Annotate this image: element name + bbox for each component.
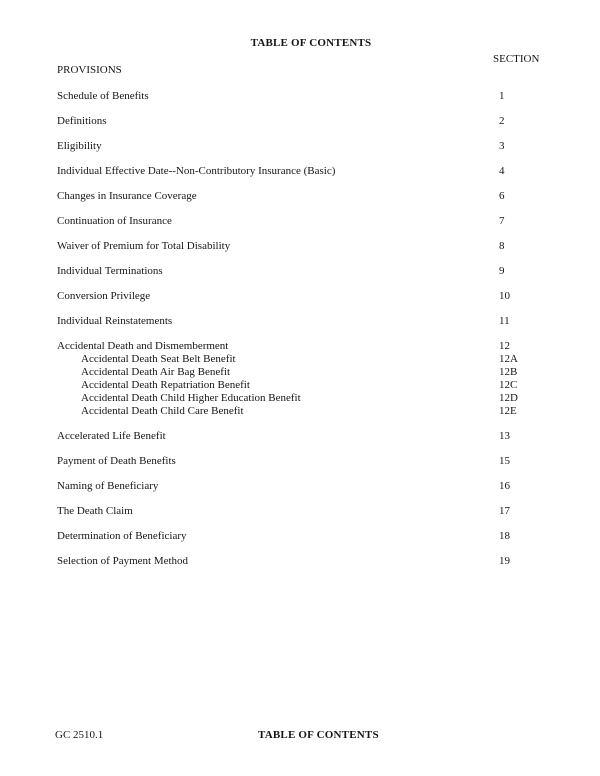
toc-row <box>57 215 600 228</box>
toc-entry-section: 2 <box>499 115 505 127</box>
toc-entry-section: 9 <box>499 265 505 277</box>
toc-list <box>57 90 600 568</box>
toc-entry-label: Accidental Death Child Higher Education Benefit <box>81 392 301 404</box>
provisions-column-header: PROVISIONS <box>57 64 122 76</box>
toc-row <box>57 505 600 518</box>
footer-title: TABLE OF CONTENTS <box>258 729 379 741</box>
toc-row <box>57 140 600 153</box>
page-footer <box>0 729 600 743</box>
toc-entry-label: Eligibility <box>57 140 102 152</box>
toc-entry-section: 12C <box>499 379 518 391</box>
toc-entry-label: Payment of Death Benefits <box>57 455 176 467</box>
toc-entry-label: Accidental Death Child Care Benefit <box>81 405 244 417</box>
toc-entry-section: 12B <box>499 366 518 378</box>
toc-row <box>57 480 600 493</box>
toc-entry-section: 6 <box>499 190 505 202</box>
toc-row <box>57 555 600 568</box>
form-number: GC 2510.1 <box>55 729 104 741</box>
toc-entry-section: 3 <box>499 140 505 152</box>
toc-entry-label: Individual Terminations <box>57 265 163 277</box>
toc-entry-label: Accidental Death Seat Belt Benefit <box>81 353 236 365</box>
toc-entry-label: Individual Effective Date--Non-Contributory Insurance (Basic) <box>57 165 336 177</box>
toc-entry-section: 19 <box>499 555 510 567</box>
toc-entry-label: Selection of Payment Method <box>57 555 189 567</box>
toc-entry-section: 10 <box>499 290 510 302</box>
toc-entry-section: 1 <box>499 90 505 102</box>
toc-entry-label: Accidental Death Repatriation Benefit <box>81 379 250 391</box>
toc-entry-label: Accidental Death and Dismemberment <box>57 340 229 352</box>
toc-entry-section: 17 <box>499 505 510 517</box>
toc-entry-section: 11 <box>499 315 510 327</box>
toc-entry-section: 4 <box>499 165 505 177</box>
toc-row <box>57 90 600 103</box>
toc-row <box>57 340 600 353</box>
toc-row <box>57 290 600 303</box>
toc-entry-label: Waiver of Premium for Total Disability <box>57 240 231 252</box>
toc-row <box>57 379 600 392</box>
toc-entry-label: Changes in Insurance Coverage <box>57 190 197 202</box>
toc-entry-section: 12 <box>499 340 510 352</box>
toc-entry-section: 18 <box>499 530 510 542</box>
toc-entry-section: 12E <box>499 405 517 417</box>
page-title: TABLE OF CONTENTS <box>250 37 372 49</box>
toc-entry-label: Conversion Privilege <box>57 290 151 302</box>
toc-row <box>57 265 600 278</box>
toc-entry-label: Continuation of Insurance <box>57 215 172 227</box>
toc-row <box>57 430 600 443</box>
toc-entry-label: The Death Claim <box>57 505 133 517</box>
toc-row <box>57 455 600 468</box>
toc-row <box>57 315 600 328</box>
toc-entry-label: Accidental Death Air Bag Benefit <box>81 366 231 378</box>
toc-row <box>57 392 600 405</box>
toc-entry-label: Accelerated Life Benefit <box>57 430 166 442</box>
toc-entry-label: Naming of Beneficiary <box>57 480 159 492</box>
section-column-header: SECTION <box>493 53 540 65</box>
toc-entry-section: 12A <box>499 353 518 365</box>
toc-entry-section: 15 <box>499 455 510 467</box>
toc-row <box>57 165 600 178</box>
toc-entry-label: Definitions <box>57 115 107 127</box>
toc-row <box>57 190 600 203</box>
toc-entry-section: 7 <box>499 215 505 227</box>
toc-entry-section: 12D <box>499 392 518 404</box>
toc-row <box>57 530 600 543</box>
toc-entry-label: Schedule of Benefits <box>57 90 149 102</box>
toc-entry-label: Individual Reinstatements <box>57 315 173 327</box>
toc-entry-label: Determination of Beneficiary <box>57 530 187 542</box>
toc-row <box>57 240 600 253</box>
toc-entry-section: 8 <box>499 240 505 252</box>
toc-entry-section: 13 <box>499 430 510 442</box>
toc-row <box>57 366 600 379</box>
toc-row <box>57 405 600 418</box>
toc-entry-section: 16 <box>499 480 510 492</box>
toc-row <box>57 353 600 366</box>
toc-row <box>57 115 600 128</box>
